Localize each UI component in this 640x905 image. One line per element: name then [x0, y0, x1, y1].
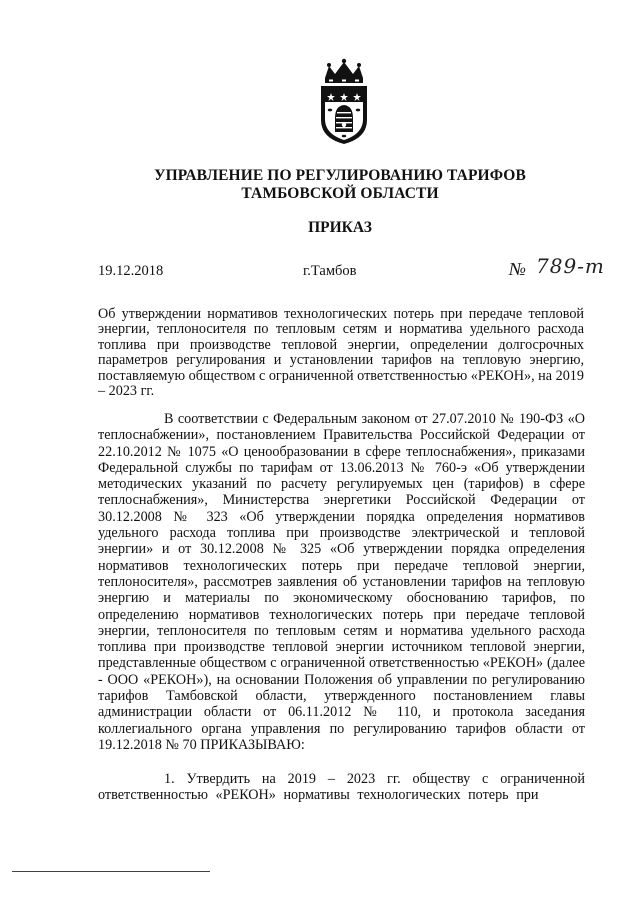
order-subject: Об утверждении нормативов технологических потерь при передаче тепловой энергии, теплоносителя по тепловым сетям и норматива удельного расхода топлива при производстве тепловой энергии, определении долгосрочных параметров регулирования и установлении тарифов на тепловую энергию, поставляемую обществом с ограниченной ответственностью «РЕКОН», на 2019 – 2023 гг. [98, 306, 584, 400]
order-number-label: № [509, 259, 526, 279]
order-city: г.Тамбов [303, 263, 357, 279]
agency-name-line-1: УПРАВЛЕНИЕ ПО РЕГУЛИРОВАНИЮ ТАРИФОВ [154, 167, 526, 184]
document-type-title: ПРИКАЗ [308, 219, 372, 236]
preamble-paragraph: В соответствии с Федеральным законом от 27.07.2010 № 190-ФЗ «О теплоснабжении», постановлением Правительства Российской Федерации от 22.10.2012 № 1075 «О ценообразовании в сфере теплоснабжения», приказами Федеральной службы по тарифам от 13.06.2013 № 760-э «Об утверждении методических указаний по расчету регулируемых цен (тарифов) в сфере теплоснабжения», Министерства энергетики Российской Федерации от 30.12.2008 № 323 «Об утверждении порядка определения нормативов удельного расхода топлива при производстве электрической и тепловой энергии» и от 30.12.2008 № 325 «Об утверждении порядка определения нормативов технологических потерь при передаче тепловой энергии, теплоносителя», рассмотрев заявления об установлении тарифов на тепловую энергию и материалы по экономическому обоснованию тарифов, по определению нормативов технологических потерь при передаче тепловой энергии, теплоносителя по тепловым сетям и норматива удельного расхода топлива при производстве тепловой энергии источником тепловой энергии, представленные обществом с ограниченной ответственностью «РЕКОН» (далее - ООО «РЕКОН»), на основании Положения об управлении по регулированию тарифов Тамбовской области, утвержденного постановлением главы администрации области от 06.11.2012 № 110, и протокола заседания коллегиального органа управления по регулированию тарифов области от 19.12.2018 № 70 ПРИКАЗЫВАЮ: [98, 411, 585, 753]
order-date: 19.12.2018 [98, 263, 164, 279]
order-number-handwritten: 789-т [536, 254, 605, 278]
footnote-divider [12, 871, 210, 872]
clause-1-paragraph: 1. Утвердить на 2019 – 2023 гг. обществу с ограниченной ответственностью «РЕКОН» нормативы технологических потерь при [98, 771, 585, 804]
coat-of-arms-icon [315, 58, 373, 146]
agency-name-line-2: ТАМБОВСКОЙ ОБЛАСТИ [241, 185, 439, 202]
